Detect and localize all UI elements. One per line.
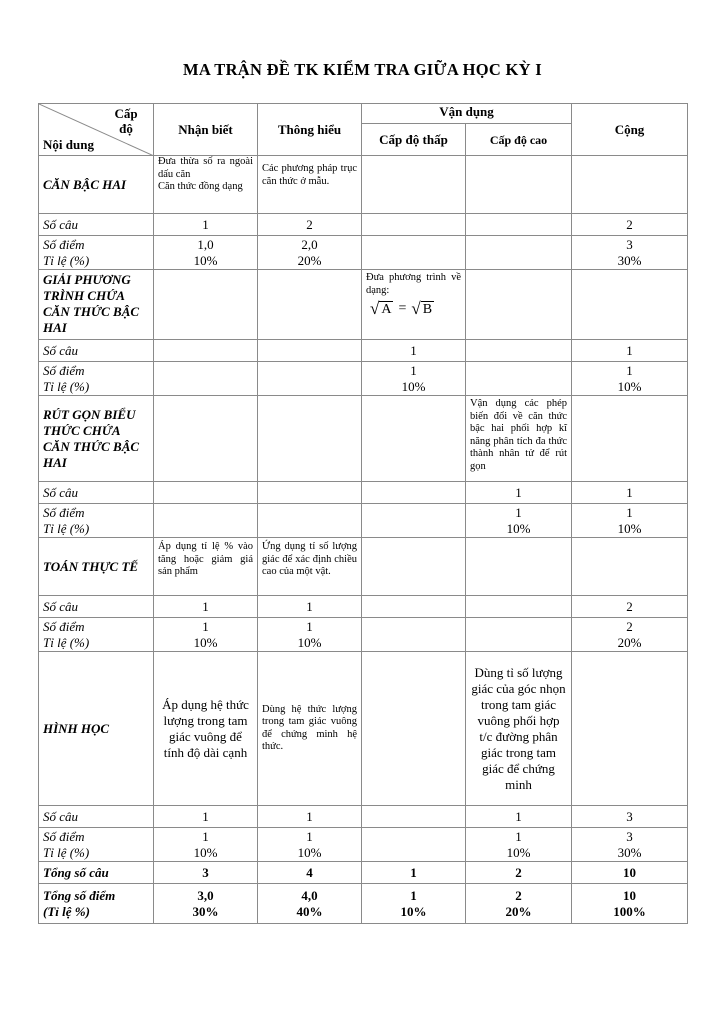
cell-so-cau-vdc [466,340,572,362]
cell-diem-vdt [362,236,466,270]
cell-so-cau-th: 1 [258,596,362,618]
topic-desc-vdt [362,652,466,806]
topic-name: CĂN BẬC HAI [39,156,154,214]
total-so-cau-nb: 3 [154,862,258,884]
topic-desc-th: Ứng dụng tỉ số lượng giác để xác định chiều cao của một vật. [258,538,362,596]
topic-desc-vdc: Vận dụng các phép biến đổi về căn thức bậc hai phối hợp kĩ năng phân tích đa thức thành nhân tử để rút gọn [466,396,572,482]
cell-so-cau-vdc: 1 [466,482,572,504]
header-corner-cell [39,104,154,156]
cell-so-cau-cong: 3 [572,806,688,828]
cell-so-cau-cong: 2 [572,214,688,236]
cell-so-cau-vdt [362,806,466,828]
topic-desc-nb: Áp dụng tỉ lệ % vào tăng hoặc giảm giá sản phẩm [154,538,258,596]
total-so-cau-cong: 10 [572,862,688,884]
cell-diem-vdt [362,504,466,538]
cell-so-cau-cong: 1 [572,482,688,504]
cell-so-cau-vdt [362,482,466,504]
topic-desc-cong [572,538,688,596]
cell-diem-cong: 1 10% [572,504,688,538]
topic-desc-vdc [466,156,572,214]
cell-diem-vdc [466,236,572,270]
cell-so-cau-vdt [362,214,466,236]
total-so-cau-label: Tổng số câu [39,862,154,884]
header-noi-dung: Nội dung [43,137,94,152]
topic-desc-vdt: Đưa phương trình về dạng: √ A = √ B [362,270,466,340]
cell-so-cau-vdt: 1 [362,340,466,362]
total-diem-th: 4,0 40% [258,884,362,924]
topic-desc-nb: Đưa thừa số ra ngoài dấu căn Căn thức đồng dạng [154,156,258,214]
cell-so-cau-vdc [466,596,572,618]
cell-so-cau-nb: 1 [154,214,258,236]
cell-diem-vdt [362,618,466,652]
cell-so-cau-cong: 1 [572,340,688,362]
row-label-so-diem-ti-le: Số điểm Tỉ lệ (%) [39,828,154,862]
cell-so-cau-th: 1 [258,806,362,828]
total-diem-cong: 10 100% [572,884,688,924]
row-label-so-diem-ti-le: Số điểm Tỉ lệ (%) [39,618,154,652]
matrix-table [38,103,688,924]
topic-desc-cong [572,156,688,214]
cell-so-cau-th [258,482,362,504]
total-so-cau-th: 4 [258,862,362,884]
cell-diem-th [258,362,362,396]
cell-diem-cong: 3 30% [572,828,688,862]
topic-desc-cong [572,270,688,340]
cell-diem-cong: 2 20% [572,618,688,652]
page-title: MA TRẬN ĐỀ TK KIỂM TRA GIỮA HỌC KỲ I [182,60,543,79]
cell-so-cau-vdc [466,214,572,236]
header-van-dung: Vận dụng [362,104,572,124]
row-label-so-diem-ti-le: Số điểm Tỉ lệ (%) [39,236,154,270]
cell-diem-nb [154,504,258,538]
cell-so-cau-nb [154,482,258,504]
cell-diem-vdt: 1 10% [362,362,466,396]
topic-name: TOÁN THỰC TẾ [39,538,154,596]
cell-diem-nb: 1 10% [154,828,258,862]
topic-desc-th [258,270,362,340]
topic-desc-th: Dùng hệ thức lượng trong tam giác vuông để chứng minh hệ thức. [258,652,362,806]
total-diem-nb: 3,0 30% [154,884,258,924]
cell-so-cau-nb: 1 [154,806,258,828]
cell-diem-vdc [466,618,572,652]
topic-desc-nb [154,270,258,340]
topic-name: GIẢI PHƯƠNG TRÌNH CHỨA CĂN THỨC BẬC HAI [39,270,154,340]
cell-diem-nb: 1,0 10% [154,236,258,270]
topic-desc-vdt [362,156,466,214]
header-cap-do-thap: Cấp độ thấp [362,124,466,156]
topic-desc-vdt [362,396,466,482]
header-thong-hieu: Thông hiểu [258,104,362,156]
topic-desc-th: Các phương pháp trục căn thức ở mẫu. [258,156,362,214]
topic-desc-vdc [466,538,572,596]
topic-name: RÚT GỌN BIỂU THỨC CHỨA CĂN THỨC BẬC HAI [39,396,154,482]
cell-diem-nb: 1 10% [154,618,258,652]
cell-diem-vdc: 1 10% [466,504,572,538]
total-diem-vdc: 2 20% [466,884,572,924]
row-label-so-cau: Số câu [39,214,154,236]
header-nhan-biet: Nhận biết [154,104,258,156]
cell-diem-vdc [466,362,572,396]
cell-so-cau-nb [154,340,258,362]
row-label-so-diem-ti-le: Số điểm Tỉ lệ (%) [39,362,154,396]
cell-diem-vdc: 1 10% [466,828,572,862]
row-label-so-cau: Số câu [39,596,154,618]
cell-diem-vdt [362,828,466,862]
row-label-so-cau: Số câu [39,340,154,362]
cell-so-cau-vdc: 1 [466,806,572,828]
topic-desc-vdc: Dùng tỉ số lượng giác của góc nhọn trong tam giác vuông phối hợp t/c đường phân giác trong tam giác để chứng minh [466,652,572,806]
cell-so-cau-th: 2 [258,214,362,236]
total-so-cau-vdt: 1 [362,862,466,884]
cell-diem-nb [154,362,258,396]
header-cap-do: Cấp độ [114,106,138,136]
cell-so-cau-cong: 2 [572,596,688,618]
topic-desc-th [258,396,362,482]
formula-sqrt-a-eq-sqrt-b: √ A = √ B [370,299,433,318]
cell-so-cau-nb: 1 [154,596,258,618]
cell-diem-cong: 1 10% [572,362,688,396]
topic-desc-cong [572,652,688,806]
header-cong: Cộng [572,104,688,156]
topic-desc-vdt [362,538,466,596]
cell-so-cau-vdt [362,596,466,618]
topic-desc-nb [154,396,258,482]
cell-diem-cong: 3 30% [572,236,688,270]
row-label-so-cau: Số câu [39,482,154,504]
total-so-diem-label: Tổng số điểm (Tỉ lệ %) [39,884,154,924]
header-cap-do-cao: Cấp độ cao [466,124,572,156]
cell-so-cau-th [258,340,362,362]
total-diem-vdt: 1 10% [362,884,466,924]
cell-diem-th: 1 10% [258,828,362,862]
cell-diem-th: 2,0 20% [258,236,362,270]
row-label-so-cau: Số câu [39,806,154,828]
topic-desc-cong [572,396,688,482]
topic-desc-nb: Áp dụng hệ thức lượng trong tam giác vuông để tính độ dài cạnh [154,652,258,806]
cell-diem-th: 1 10% [258,618,362,652]
total-so-cau-vdc: 2 [466,862,572,884]
topic-name: HÌNH HỌC [39,652,154,806]
topic-desc-vdc [466,270,572,340]
row-label-so-diem-ti-le: Số điểm Tỉ lệ (%) [39,504,154,538]
cell-diem-th [258,504,362,538]
